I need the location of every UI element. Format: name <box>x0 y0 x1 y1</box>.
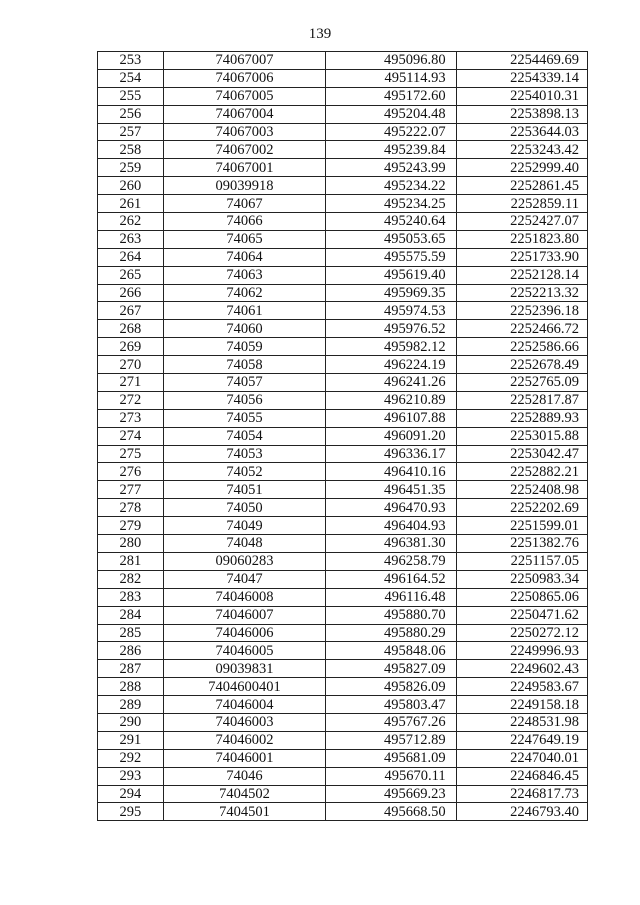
y-coordinate-cell: 2252427.07 <box>456 213 587 231</box>
point-id-cell: 74064 <box>163 248 326 266</box>
point-id-cell: 74059 <box>163 338 326 356</box>
point-number-cell: 271 <box>98 374 164 392</box>
y-coordinate-cell: 2251733.90 <box>456 248 587 266</box>
point-id-cell: 74067005 <box>163 87 326 105</box>
y-coordinate-cell: 2250865.06 <box>456 588 587 606</box>
table-row <box>98 52 588 70</box>
x-coordinate-cell: 496241.26 <box>326 374 456 392</box>
x-coordinate-cell: 495669.23 <box>326 785 456 803</box>
page-number: 139 <box>308 26 332 42</box>
y-coordinate-cell: 2247649.19 <box>456 731 587 749</box>
x-coordinate-cell: 495243.99 <box>326 159 456 177</box>
x-coordinate-cell: 496210.89 <box>326 391 456 409</box>
point-id-cell: 74065 <box>163 230 326 248</box>
point-id-cell: 74062 <box>163 284 326 302</box>
table-row <box>98 445 588 463</box>
x-coordinate-cell: 496410.16 <box>326 463 456 481</box>
y-coordinate-cell: 2252128.14 <box>456 266 587 284</box>
x-coordinate-cell: 495826.09 <box>326 678 456 696</box>
point-number-cell: 282 <box>98 570 164 588</box>
point-id-cell: 74061 <box>163 302 326 320</box>
table-row <box>98 87 588 105</box>
y-coordinate-cell: 2253898.13 <box>456 105 587 123</box>
x-coordinate-cell: 495222.07 <box>326 123 456 141</box>
table-row <box>98 105 588 123</box>
x-coordinate-cell: 496381.30 <box>326 535 456 553</box>
point-number-cell: 277 <box>98 481 164 499</box>
point-id-cell: 74067003 <box>163 123 326 141</box>
point-id-cell: 74067004 <box>163 105 326 123</box>
y-coordinate-cell: 2249583.67 <box>456 678 587 696</box>
y-coordinate-cell: 2252678.49 <box>456 356 587 374</box>
table-row <box>98 517 588 535</box>
y-coordinate-cell: 2252396.18 <box>456 302 587 320</box>
point-id-cell: 7404600401 <box>163 678 326 696</box>
point-number-cell: 266 <box>98 284 164 302</box>
table-row <box>98 356 588 374</box>
point-id-cell: 74058 <box>163 356 326 374</box>
x-coordinate-cell: 495681.09 <box>326 749 456 767</box>
point-id-cell: 74051 <box>163 481 326 499</box>
x-coordinate-cell: 495619.40 <box>326 266 456 284</box>
x-coordinate-cell: 495712.89 <box>326 731 456 749</box>
table-row <box>98 141 588 159</box>
x-coordinate-cell: 495172.60 <box>326 87 456 105</box>
point-id-cell: 74046005 <box>163 642 326 660</box>
table-row <box>98 713 588 731</box>
y-coordinate-cell: 2252859.11 <box>456 195 587 213</box>
x-coordinate-cell: 495234.22 <box>326 177 456 195</box>
table-row <box>98 391 588 409</box>
x-coordinate-cell: 495053.65 <box>326 230 456 248</box>
point-number-cell: 276 <box>98 463 164 481</box>
table-row <box>98 266 588 284</box>
table-row <box>98 570 588 588</box>
x-coordinate-cell: 495575.59 <box>326 248 456 266</box>
point-number-cell: 293 <box>98 767 164 785</box>
point-id-cell: 74067001 <box>163 159 326 177</box>
point-id-cell: 74052 <box>163 463 326 481</box>
x-coordinate-cell: 496107.88 <box>326 409 456 427</box>
y-coordinate-cell: 2252586.66 <box>456 338 587 356</box>
x-coordinate-cell: 495239.84 <box>326 141 456 159</box>
y-coordinate-cell: 2254010.31 <box>456 87 587 105</box>
table-row <box>98 159 588 177</box>
point-id-cell: 74046 <box>163 767 326 785</box>
y-coordinate-cell: 2252889.93 <box>456 409 587 427</box>
y-coordinate-cell: 2253644.03 <box>456 123 587 141</box>
point-id-cell: 09039831 <box>163 660 326 678</box>
point-number-cell: 268 <box>98 320 164 338</box>
y-coordinate-cell: 2247040.01 <box>456 749 587 767</box>
point-id-cell: 74053 <box>163 445 326 463</box>
point-id-cell: 74046003 <box>163 713 326 731</box>
y-coordinate-cell: 2250983.34 <box>456 570 587 588</box>
table-row <box>98 374 588 392</box>
y-coordinate-cell: 2252882.21 <box>456 463 587 481</box>
x-coordinate-cell: 495974.53 <box>326 302 456 320</box>
table-row <box>98 660 588 678</box>
x-coordinate-cell: 495114.93 <box>326 69 456 87</box>
x-coordinate-cell: 495827.09 <box>326 660 456 678</box>
x-coordinate-cell: 495668.50 <box>326 803 456 821</box>
table-row <box>98 731 588 749</box>
point-id-cell: 74046004 <box>163 696 326 714</box>
point-number-cell: 288 <box>98 678 164 696</box>
y-coordinate-cell: 2253042.47 <box>456 445 587 463</box>
y-coordinate-cell: 2254339.14 <box>456 69 587 87</box>
point-number-cell: 259 <box>98 159 164 177</box>
x-coordinate-cell: 495880.70 <box>326 606 456 624</box>
table-row <box>98 302 588 320</box>
y-coordinate-cell: 2252466.72 <box>456 320 587 338</box>
x-coordinate-cell: 496470.93 <box>326 499 456 517</box>
coordinates-table <box>97 51 588 821</box>
table-row <box>98 284 588 302</box>
y-coordinate-cell: 2251823.80 <box>456 230 587 248</box>
point-number-cell: 269 <box>98 338 164 356</box>
x-coordinate-cell: 495096.80 <box>326 52 456 70</box>
y-coordinate-cell: 2252408.98 <box>456 481 587 499</box>
point-id-cell: 74046002 <box>163 731 326 749</box>
x-coordinate-cell: 496451.35 <box>326 481 456 499</box>
x-coordinate-cell: 495880.29 <box>326 624 456 642</box>
table-row <box>98 552 588 570</box>
table-row <box>98 767 588 785</box>
table-row <box>98 624 588 642</box>
y-coordinate-cell: 2250471.62 <box>456 606 587 624</box>
y-coordinate-cell: 2254469.69 <box>456 52 587 70</box>
table-row <box>98 409 588 427</box>
table-row <box>98 696 588 714</box>
table-row <box>98 320 588 338</box>
point-id-cell: 74048 <box>163 535 326 553</box>
point-number-cell: 265 <box>98 266 164 284</box>
table-row <box>98 606 588 624</box>
x-coordinate-cell: 496224.19 <box>326 356 456 374</box>
x-coordinate-cell: 496164.52 <box>326 570 456 588</box>
point-number-cell: 295 <box>98 803 164 821</box>
point-id-cell: 09039918 <box>163 177 326 195</box>
point-id-cell: 74056 <box>163 391 326 409</box>
point-number-cell: 280 <box>98 535 164 553</box>
point-number-cell: 258 <box>98 141 164 159</box>
point-id-cell: 74067007 <box>163 52 326 70</box>
point-id-cell: 7404502 <box>163 785 326 803</box>
point-number-cell: 263 <box>98 230 164 248</box>
table-row <box>98 588 588 606</box>
x-coordinate-cell: 495803.47 <box>326 696 456 714</box>
table-row <box>98 749 588 767</box>
table-row <box>98 338 588 356</box>
y-coordinate-cell: 2246846.45 <box>456 767 587 785</box>
point-number-cell: 270 <box>98 356 164 374</box>
table-row <box>98 248 588 266</box>
x-coordinate-cell: 495204.48 <box>326 105 456 123</box>
point-number-cell: 274 <box>98 427 164 445</box>
point-number-cell: 286 <box>98 642 164 660</box>
point-number-cell: 292 <box>98 749 164 767</box>
y-coordinate-cell: 2251382.76 <box>456 535 587 553</box>
x-coordinate-cell: 496116.48 <box>326 588 456 606</box>
table-row <box>98 481 588 499</box>
x-coordinate-cell: 495767.26 <box>326 713 456 731</box>
point-id-cell: 7404501 <box>163 803 326 821</box>
point-id-cell: 74046008 <box>163 588 326 606</box>
x-coordinate-cell: 496258.79 <box>326 552 456 570</box>
x-coordinate-cell: 495670.11 <box>326 767 456 785</box>
y-coordinate-cell: 2248531.98 <box>456 713 587 731</box>
x-coordinate-cell: 495976.52 <box>326 320 456 338</box>
point-number-cell: 255 <box>98 87 164 105</box>
point-id-cell: 74063 <box>163 266 326 284</box>
point-number-cell: 275 <box>98 445 164 463</box>
x-coordinate-cell: 495240.64 <box>326 213 456 231</box>
y-coordinate-cell: 2252817.87 <box>456 391 587 409</box>
y-coordinate-cell: 2252765.09 <box>456 374 587 392</box>
point-id-cell: 74054 <box>163 427 326 445</box>
point-number-cell: 289 <box>98 696 164 714</box>
x-coordinate-cell: 495982.12 <box>326 338 456 356</box>
table-row <box>98 123 588 141</box>
point-number-cell: 284 <box>98 606 164 624</box>
table-row <box>98 69 588 87</box>
point-number-cell: 287 <box>98 660 164 678</box>
x-coordinate-cell: 496091.20 <box>326 427 456 445</box>
point-number-cell: 254 <box>98 69 164 87</box>
table-row <box>98 177 588 195</box>
table-row <box>98 195 588 213</box>
y-coordinate-cell: 2252213.32 <box>456 284 587 302</box>
x-coordinate-cell: 495234.25 <box>326 195 456 213</box>
point-id-cell: 74066 <box>163 213 326 231</box>
point-number-cell: 290 <box>98 713 164 731</box>
point-id-cell: 74047 <box>163 570 326 588</box>
point-number-cell: 256 <box>98 105 164 123</box>
point-number-cell: 260 <box>98 177 164 195</box>
point-id-cell: 74046006 <box>163 624 326 642</box>
point-id-cell: 74046007 <box>163 606 326 624</box>
y-coordinate-cell: 2252861.45 <box>456 177 587 195</box>
table-row <box>98 230 588 248</box>
y-coordinate-cell: 2252999.40 <box>456 159 587 177</box>
point-id-cell: 74067 <box>163 195 326 213</box>
table-row <box>98 463 588 481</box>
y-coordinate-cell: 2252202.69 <box>456 499 587 517</box>
y-coordinate-cell: 2249602.43 <box>456 660 587 678</box>
point-number-cell: 262 <box>98 213 164 231</box>
point-number-cell: 261 <box>98 195 164 213</box>
point-number-cell: 279 <box>98 517 164 535</box>
point-number-cell: 253 <box>98 52 164 70</box>
table-row <box>98 499 588 517</box>
table-row <box>98 803 588 821</box>
point-id-cell: 74050 <box>163 499 326 517</box>
point-id-cell: 74049 <box>163 517 326 535</box>
x-coordinate-cell: 496404.93 <box>326 517 456 535</box>
point-number-cell: 294 <box>98 785 164 803</box>
point-id-cell: 74067006 <box>163 69 326 87</box>
y-coordinate-cell: 2246817.73 <box>456 785 587 803</box>
table-row <box>98 678 588 696</box>
x-coordinate-cell: 496336.17 <box>326 445 456 463</box>
table-row <box>98 785 588 803</box>
y-coordinate-cell: 2246793.40 <box>456 803 587 821</box>
y-coordinate-cell: 2253015.88 <box>456 427 587 445</box>
table-row <box>98 535 588 553</box>
point-id-cell: 74067002 <box>163 141 326 159</box>
x-coordinate-cell: 495848.06 <box>326 642 456 660</box>
y-coordinate-cell: 2253243.42 <box>456 141 587 159</box>
point-number-cell: 281 <box>98 552 164 570</box>
table-row <box>98 213 588 231</box>
point-id-cell: 09060283 <box>163 552 326 570</box>
point-number-cell: 285 <box>98 624 164 642</box>
table-row <box>98 642 588 660</box>
point-id-cell: 74060 <box>163 320 326 338</box>
y-coordinate-cell: 2249996.93 <box>456 642 587 660</box>
y-coordinate-cell: 2249158.18 <box>456 696 587 714</box>
point-number-cell: 272 <box>98 391 164 409</box>
table-row <box>98 427 588 445</box>
y-coordinate-cell: 2251599.01 <box>456 517 587 535</box>
y-coordinate-cell: 2250272.12 <box>456 624 587 642</box>
point-number-cell: 257 <box>98 123 164 141</box>
point-number-cell: 267 <box>98 302 164 320</box>
point-id-cell: 74046001 <box>163 749 326 767</box>
point-number-cell: 264 <box>98 248 164 266</box>
point-id-cell: 74057 <box>163 374 326 392</box>
point-id-cell: 74055 <box>163 409 326 427</box>
point-number-cell: 283 <box>98 588 164 606</box>
point-number-cell: 273 <box>98 409 164 427</box>
x-coordinate-cell: 495969.35 <box>326 284 456 302</box>
point-number-cell: 278 <box>98 499 164 517</box>
point-number-cell: 291 <box>98 731 164 749</box>
y-coordinate-cell: 2251157.05 <box>456 552 587 570</box>
